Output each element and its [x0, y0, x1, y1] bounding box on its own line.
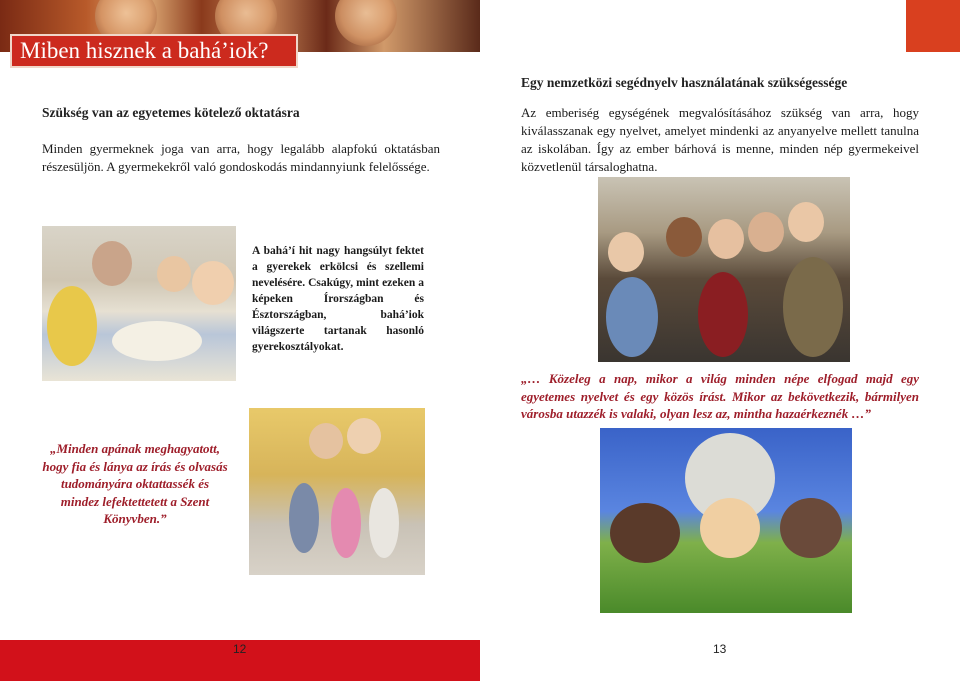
right-section-heading: Egy nemzetközi segédnyelv használatának szükségessége: [521, 75, 848, 90]
photo-caption: A bahá’í hit nagy hangsúlyt fektet a gyerekek erkölcsi és szellemi nevelésére. Csakúgy, mint ezeken a képeken Írországban és Észtországban, bahá’iok világszerte tartanak hasonló gyerekosztályokat.: [252, 245, 424, 353]
temple-photo: [600, 428, 852, 613]
right-section-body: Az emberiség egységének megvalósításához szükség van arra, hogy kiválasszanak egy nyelvet, amelyet mindenki az anyanyelve mellett tanulna az iskolában. Így az ember bárhová is menne, minden nép gyermekeivel közvetlenül társaloghatna.: [521, 105, 919, 174]
children-group-photo: [249, 408, 425, 575]
left-page-number: 12: [233, 642, 247, 656]
left-section-body: Minden gyermeknek joga van arra, hogy legalább alapfokú oktatásban részesüljön. A gyermekekről való gondoskodás mindannyiunk felelőssége.: [42, 141, 440, 174]
right-page-number: 13: [713, 642, 727, 656]
right-quote: „… Közeleg a nap, mikor a világ minden népe elfogad majd egy egyetemes nyelvet és egy közös írást. Mikor az bekövetkezik, bármilyen városba utazzék is valaki, olyan lesz az, mintha hazaérkeznék …”: [521, 371, 919, 421]
page-title: Miben hisznek a bahá’iok?: [10, 34, 298, 68]
left-quote: „Minden apának meghagyatott, hogy fia és lánya az írás és olvasás tudományára oktattassék és mindez lefektettetett a Szent Könyvben.”: [42, 441, 228, 526]
left-section-heading: Szükség van az egyetemes kötelező oktatásra: [42, 105, 300, 120]
youth-group-photo: [598, 177, 850, 362]
classroom-photo: [42, 226, 236, 381]
face-shape: [335, 0, 397, 46]
corner-accent: [906, 0, 960, 52]
